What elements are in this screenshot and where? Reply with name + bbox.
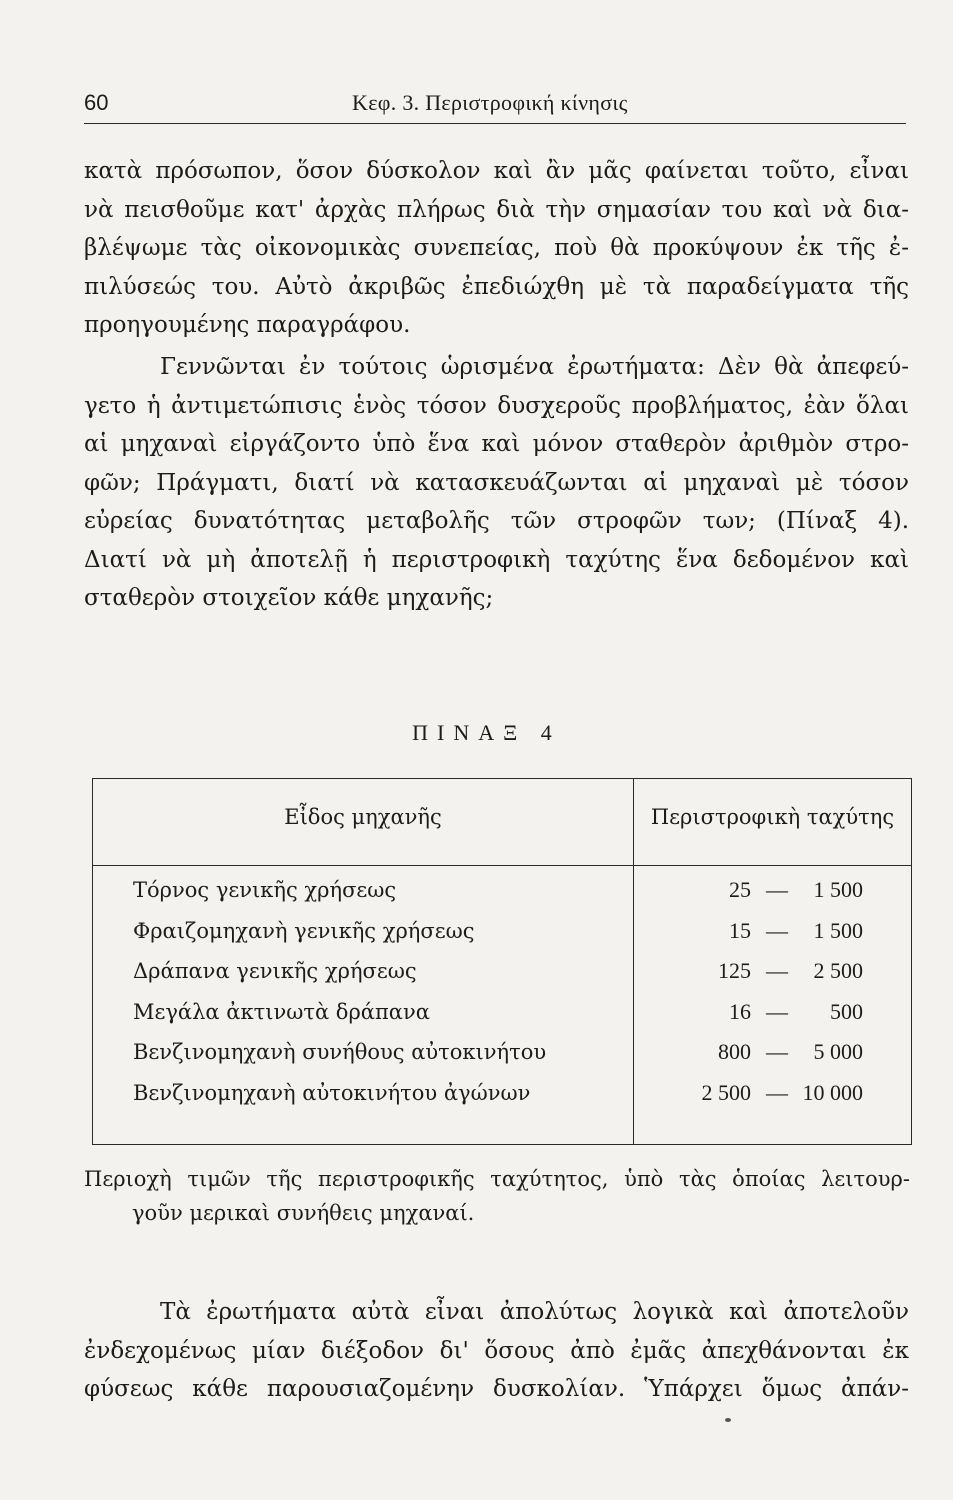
speed-min: 125 [718,958,751,983]
ink-speck [725,1418,731,1422]
range-dash: — [766,877,788,902]
paragraph-3 [84,1293,909,1409]
caption-line: Περιοχὴ τιμῶν τῆς περιστροφικῆς ταχύτητος, ὑπὸ τὰς ὁποίας λειτουρ- [84,1167,910,1191]
machine-name: Δράπανα γενικῆς χρήσεως [133,959,417,983]
machine-name: Βενζινομηχανὴ αὐτοκινήτου ἀγώνων [133,1080,531,1105]
table-row [93,1078,911,1119]
table-caption [84,1162,910,1230]
speed-max: 10 000 [802,1079,863,1105]
range-dash: — [766,998,788,1024]
text-line: πιλύσεώς του. Αὐτὸ ἀκριβῶς ἐπεδιώχθη μὲ τὰ παραδείγματα τῆς [84,273,909,300]
text-line: Γεννῶνται ἐν τούτοις ὡρισμένα ἐρωτήματα: Δὲν θὰ ἀπεφεύ- [160,354,909,380]
caption-line: γοῦν μερικαὶ συνήθεις μηχαναί. [132,1201,475,1225]
speed-min: 800 [718,1039,751,1064]
column-header-machine-type: Εἶδος μηχανῆς [284,805,442,829]
table-row [93,875,911,916]
table-row [93,916,911,957]
page-number: 60 [84,90,109,115]
machine-speed-table [92,778,912,1145]
text-line: νὰ πεισθοῦμε κατ' ἀρχὰς πλήρως διὰ τὴν σημασίαν του καὶ νὰ δια- [84,196,909,223]
text-line: Διατί νὰ μὴ ἀποτελῇ ἡ περιστροφικὴ ταχύτης ἕνα δεδομένον καὶ [84,546,909,573]
range-dash: — [766,1039,788,1064]
text-line: προηγουμένης παραγράφου. [84,312,411,338]
table-body [93,875,911,1118]
table-row [93,997,911,1038]
speed-max: 500 [830,998,863,1024]
range-dash: — [766,917,788,943]
speed-max: 1 500 [813,917,863,943]
table-title: ΠΙΝΑΞ 4 [412,720,561,745]
speed-max: 1 500 [813,877,863,902]
speed-max: 5 000 [813,1039,863,1064]
header-rule [84,123,906,124]
text-line: σταθερὸν στοιχεῖον κάθε μηχανῆς; [84,585,494,611]
text-line: εὐρείας δυνατότητας μεταβολῆς τῶν στροφῶν των; (Πίναξ 4). [84,508,909,534]
text-line: βλέψωμε τὰς οἰκονομικὰς συνεπείας, ποὺ θὰ προκύψουν ἐκ τῆς ἐ- [84,235,909,261]
machine-name: Μεγάλα ἀκτινωτὰ δράπανα [133,999,430,1024]
column-header-rotational-speed: Περιστροφικὴ ταχύτης [650,805,895,829]
machine-name: Τόρνος γενικῆς χρήσεως [133,878,397,902]
text-line: Τὰ ἐρωτήματα αὐτὰ εἶναι ἀπολύτως λογικὰ καὶ ἀποτελοῦν [160,1299,909,1325]
table-row [93,956,911,997]
text-line: γετο ἡ ἀντιμετώπισις ἑνὸς τόσον δυσχεροῦς προβλήματος, ἐὰν ὅλαι [84,392,909,419]
machine-name: Φραιζομηχανὴ γενικῆς χρήσεως [133,918,475,943]
text-line: κατὰ πρόσωπον, ὅσον δύσκολον καὶ ἂν μᾶς φαίνεται τοῦτο, εἶναι [84,158,909,184]
speed-max: 2 500 [813,958,863,983]
running-title: Κεφ. 3. Περιστροφική κίνησις [352,90,628,115]
speed-min: 15 [729,917,751,943]
table-header [93,779,911,866]
paragraph-2 [84,348,909,618]
speed-min: 2 500 [701,1079,751,1105]
paragraph-1 [84,152,909,345]
text-line: φῶν; Πράγματι, διατί νὰ κατασκευάζωνται αἱ μηχαναὶ μὲ τόσον [84,469,909,496]
range-dash: — [766,958,788,983]
speed-min: 16 [729,998,751,1024]
machine-name: Βενζινομηχανὴ συνήθους αὐτοκινήτου [133,1040,547,1064]
page-header [84,84,906,124]
text-line: ἐνδεχομένως μίαν διέξοδον δι' ὅσους ἀπὸ ἐμᾶς ἀπεχθάνονται ἐκ [84,1337,909,1364]
text-line: αἱ μηχαναὶ εἰργάζοντο ὑπὸ ἕνα καὶ μόνον σταθερὸν ἀριθμὸν στρο- [84,431,909,457]
text-line: φύσεως κάθε παρουσιαζομένην δυσκολίαν. Ὑπάρχει ὅμως ἀπάν- [84,1376,909,1402]
table-row [93,1037,911,1078]
range-dash: — [766,1079,788,1105]
speed-min: 25 [729,877,751,902]
